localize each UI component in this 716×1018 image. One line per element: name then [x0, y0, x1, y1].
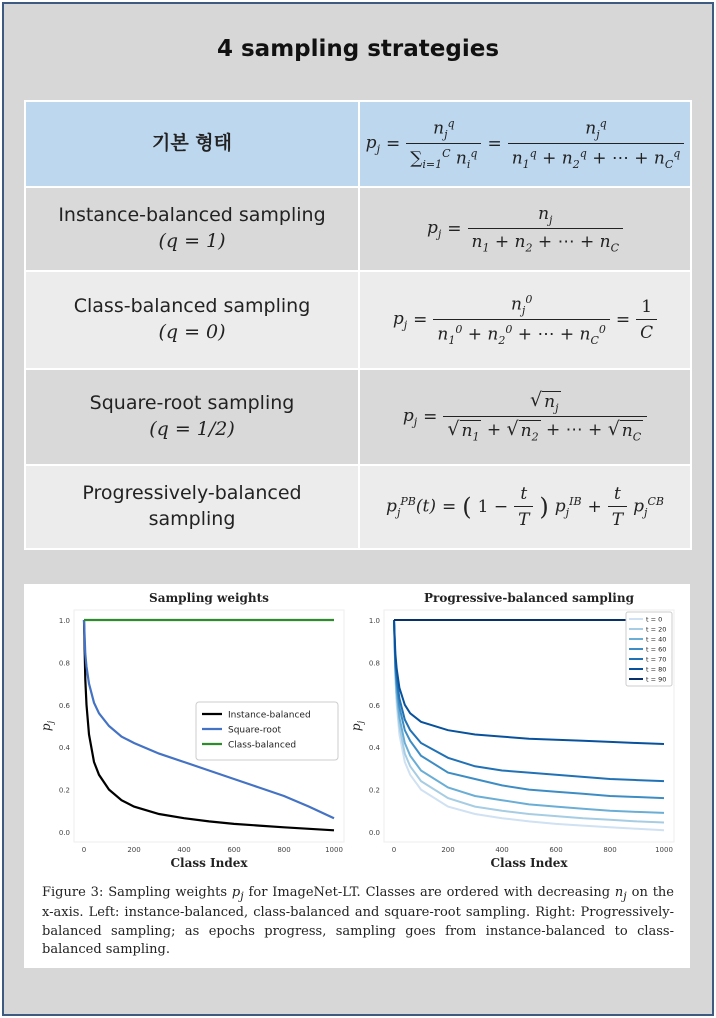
y-tick-label: 0.6: [58, 701, 70, 710]
table-row: [25, 187, 691, 271]
y-tick-label: 0.4: [58, 744, 70, 753]
strategy-name-line2: sampling: [148, 508, 236, 530]
strategy-cell: [25, 187, 359, 271]
y-tick-label: 1.0: [58, 617, 70, 625]
legend-label: Instance-balanced: [228, 710, 311, 721]
y-tick-label: 1.0: [368, 617, 380, 625]
y-tick-label: 0.8: [58, 659, 70, 668]
y-tick-label: 0.0: [368, 829, 380, 837]
x-axis-label: Class Index: [170, 856, 248, 870]
caption-var-n-sub: j: [623, 889, 627, 903]
x-tick-label: 1000: [325, 846, 343, 854]
x-tick-label: 1000: [655, 846, 673, 854]
legend-label: Class-balanced: [228, 740, 297, 751]
y-axis-label-sub: j: [46, 720, 55, 724]
caption-suffix: on the x-axis. Left: instance-balanced, class-balanced and square-root sampling. Right: Progressively-balanced sampling; as epochs progress, sampling goes from instance-balanced to class-balanced sampling.: [42, 885, 674, 958]
legend-label: t = 40: [646, 635, 667, 644]
legend-label: t = 20: [646, 625, 667, 634]
x-tick-label: 400: [495, 846, 509, 854]
table-header-row: [25, 101, 691, 187]
x-tick-label: 0: [81, 846, 87, 854]
caption-var-p: p: [231, 885, 241, 900]
strategy-name: Progressively-balanced: [82, 482, 302, 505]
sampling-table: [24, 100, 692, 550]
formula-progressive: $p_j^{PB}(t)$ = ( 1 − $\frac{t}{T}$ ) $p_j^{IB}$ + $\frac{t}{T}$ $p_j^{CB}$: [359, 465, 691, 549]
header-label: 기본 형태: [25, 101, 359, 187]
y-axis-label-sub: j: [356, 720, 365, 724]
strategy-name: Class-balanced sampling: [73, 295, 311, 318]
y-axis-label: $p_j$: [349, 720, 365, 732]
caption-mid: for ImageNet-LT. Classes are ordered with decreasing: [243, 885, 615, 900]
formula-instance: $p_j$ = $\frac{n_j}{n_1 + n_2 + \cdots + n_C}$: [359, 187, 691, 271]
figure-caption: [42, 884, 674, 960]
y-tick-label: 0.6: [368, 701, 380, 710]
y-tick-label: 0.0: [58, 829, 70, 837]
y-tick-label: 0.2: [58, 786, 70, 795]
strategy-cell: [25, 465, 359, 549]
chart-2: [349, 591, 674, 870]
y-axis-label: $p_j$: [39, 720, 55, 732]
legend-label: t = 0: [646, 615, 663, 624]
x-tick-label: 800: [603, 846, 617, 854]
series-line: [394, 620, 667, 813]
legend-label: Square-root: [228, 725, 281, 736]
x-tick-label: 200: [441, 846, 455, 854]
x-tick-label: 800: [277, 846, 291, 854]
x-tick-label: 400: [177, 846, 191, 854]
strategy-param: (q = 0): [158, 321, 226, 343]
legend-label: t = 60: [646, 645, 667, 654]
y-tick-label: 0.8: [368, 659, 380, 668]
formula-class: $p_j$ = $\frac{n_j^0}{n_1^0 + n_2^0 + \cdots + n_C^0}$ = $\frac{1}{C}$: [359, 271, 691, 369]
strategy-param: (q = 1/2): [149, 418, 235, 440]
legend-label: t = 80: [646, 665, 667, 674]
chart-title: Progressive-balanced sampling: [424, 591, 634, 605]
figure-panel: [24, 584, 690, 968]
x-tick-label: 600: [549, 846, 563, 854]
chart-title: Sampling weights: [149, 591, 269, 605]
y-tick-label: 0.2: [368, 786, 380, 795]
series-line: [394, 620, 667, 823]
strategy-param: (q = 1): [158, 230, 226, 252]
formula-sqrt: $p_j$ = √ $n_j$ √ $n_1$ + √ $n_2$ + ⋯ + √ $n_C$: [359, 369, 691, 465]
x-tick-label: 600: [227, 846, 241, 854]
table-row: [25, 271, 691, 369]
caption-var-p-sub: j: [240, 889, 244, 903]
figure-charts: [24, 584, 690, 874]
strategy-name: Square-root sampling: [89, 392, 295, 415]
x-tick-label: 200: [127, 846, 141, 854]
x-axis-label: Class Index: [490, 856, 568, 870]
x-tick-label: 0: [391, 846, 397, 854]
y-tick-label: 0.4: [368, 744, 380, 753]
slide-title: 4 sampling strategies: [216, 36, 500, 62]
series-line: [394, 620, 667, 781]
caption-var-n: n: [614, 885, 624, 900]
table-row: [25, 465, 691, 549]
legend-label: t = 90: [646, 675, 667, 684]
caption-prefix: Figure 3: Sampling weights: [42, 885, 232, 900]
series-line: [394, 620, 667, 798]
strategy-cell: [25, 271, 359, 369]
strategy-name: Instance-balanced sampling: [58, 204, 326, 227]
strategy-cell: [25, 369, 359, 465]
table-row: [25, 369, 691, 465]
legend-label: t = 70: [646, 655, 667, 664]
series-line: [394, 620, 667, 744]
formula-general: $p_j$ = $\frac{n_j^q}{\sum_{i=1}^C n_i^q}$ = $\frac{n_j^q}{n_1^q + n_2^q + \cdots + n_C^q}$: [359, 101, 691, 187]
chart-1: [39, 591, 344, 870]
